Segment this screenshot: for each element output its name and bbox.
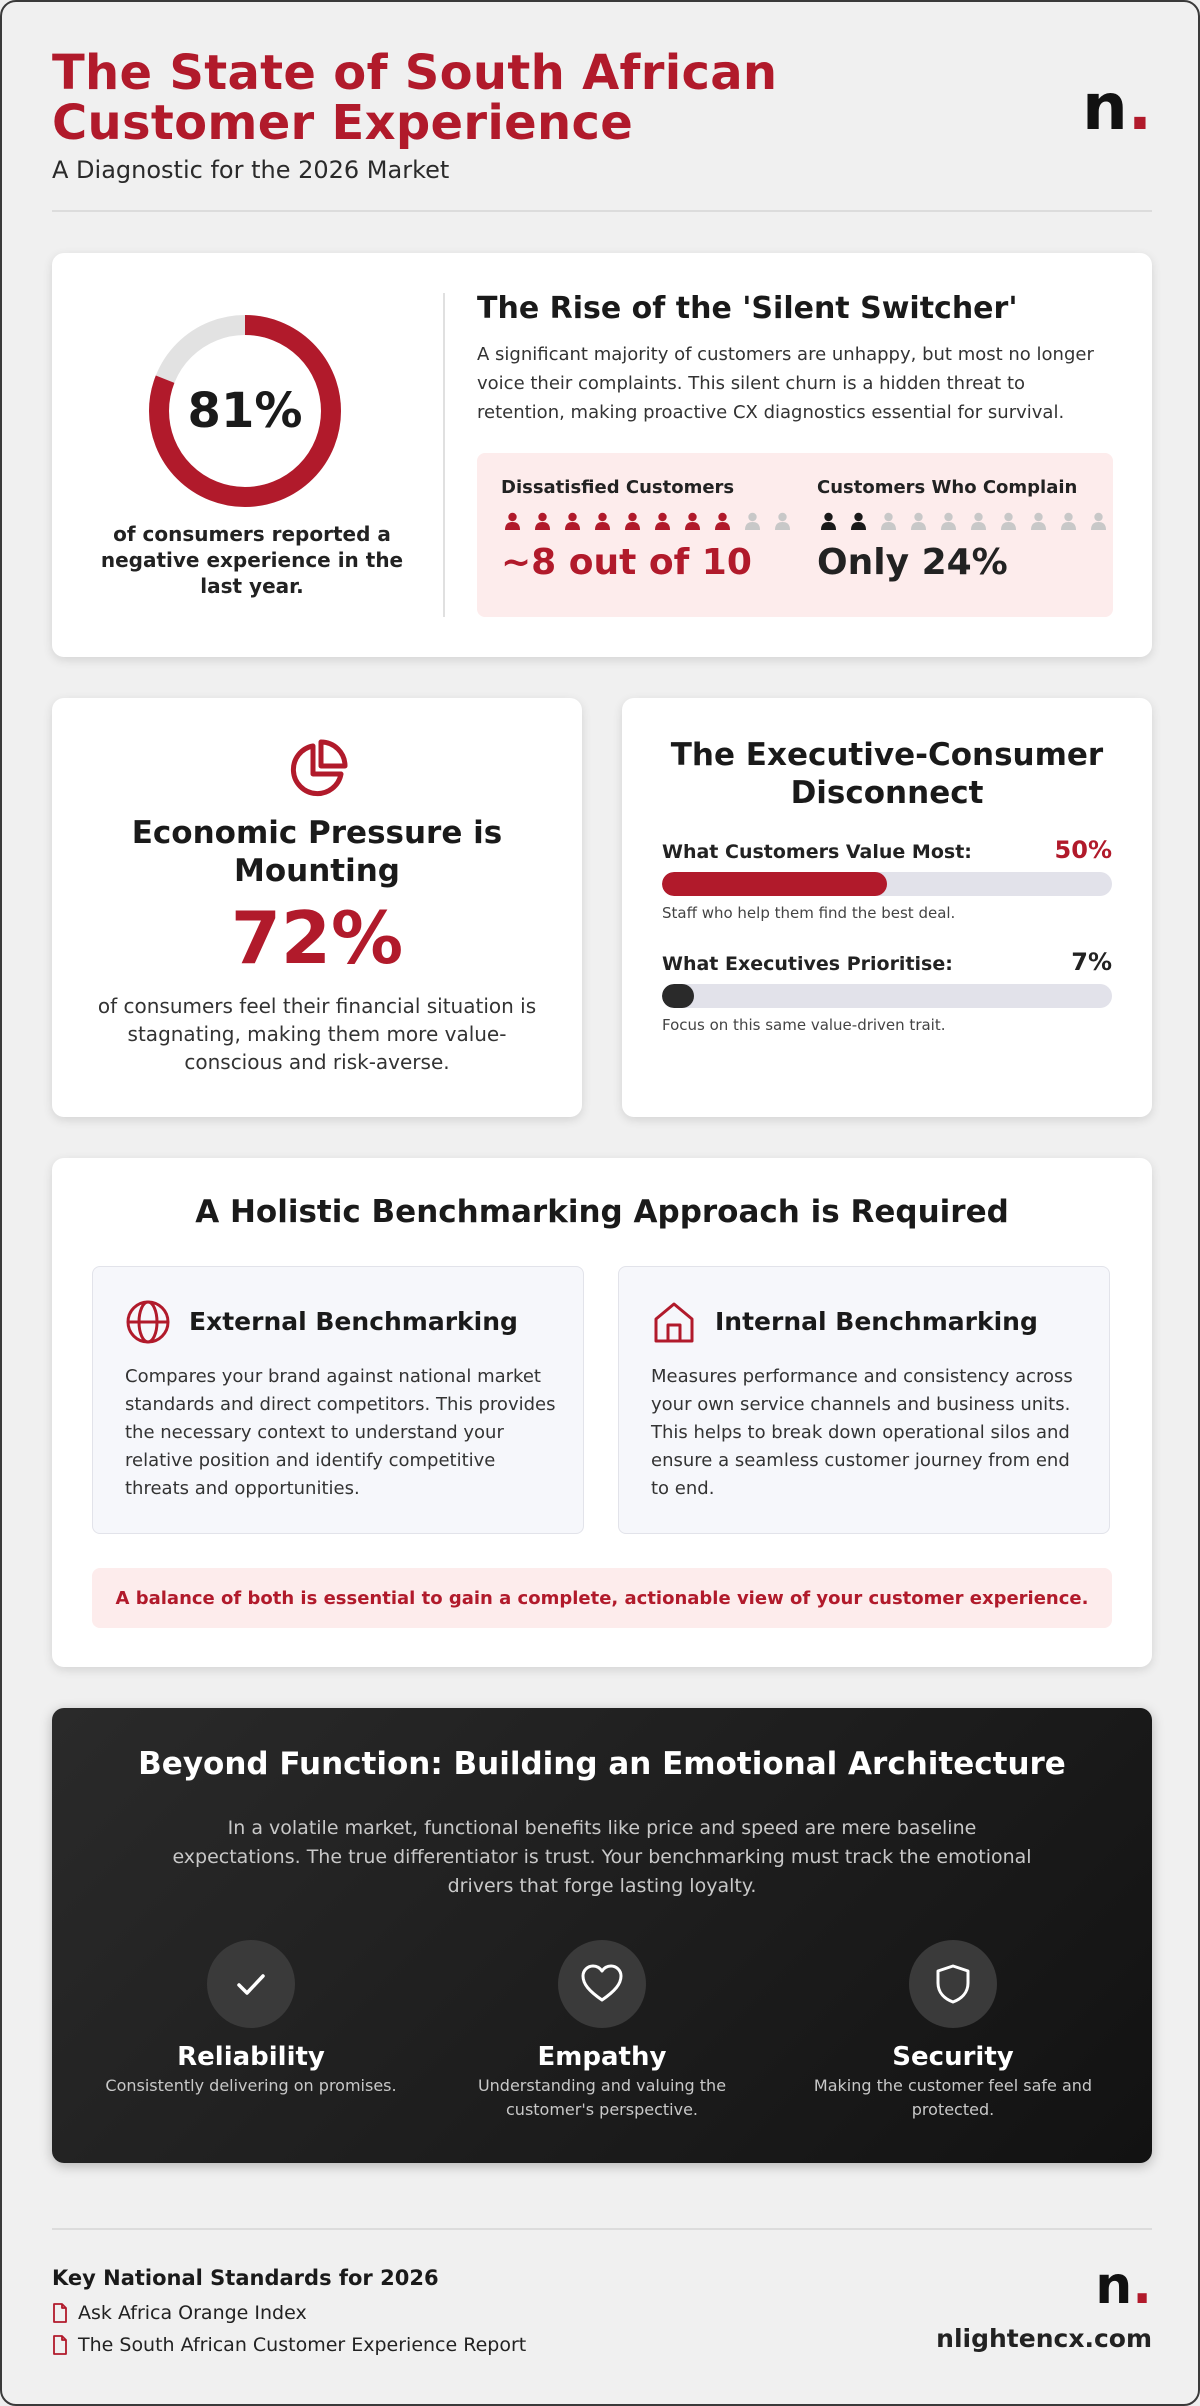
footer-item	[52, 2334, 526, 2356]
pillar-icon-circle	[558, 1940, 646, 2028]
house-icon	[651, 1299, 697, 1345]
pillar-text: Understanding and valuing the customer's perspective.	[477, 2076, 727, 2119]
footer-website: nlightencx.com	[936, 2324, 1152, 2353]
person-icon	[997, 512, 1020, 532]
globe-icon	[125, 1299, 171, 1345]
person-icon	[847, 512, 870, 532]
negative-experience-stat	[92, 253, 412, 657]
economic-value: 72%	[230, 896, 404, 980]
person-icon	[531, 512, 554, 532]
dissatisfied-stat	[501, 477, 794, 583]
footer-logo	[1095, 2256, 1152, 2316]
internal-benchmarking-panel	[618, 1266, 1110, 1534]
footer-item	[52, 2302, 307, 2324]
bar-percent: 50%	[1054, 836, 1112, 864]
dissatisfied-label: Dissatisfied Customers	[501, 477, 735, 498]
disconnect-card	[622, 698, 1152, 1117]
person-icon	[1027, 512, 1050, 532]
balance-callout: A balance of both is essential to gain a complete, actionable view of your customer experience.	[92, 1568, 1112, 1628]
person-icon	[907, 512, 930, 532]
economic-pressure-card	[52, 698, 582, 1117]
person-icon	[651, 512, 674, 532]
page-subtitle: A Diagnostic for the 2026 Market	[52, 156, 450, 184]
executive-priority-bar	[662, 948, 1112, 1034]
check-icon	[231, 1964, 271, 2004]
bar-note: Staff who help them find the best deal.	[662, 904, 956, 922]
internal-title: Internal Benchmarking	[715, 1307, 1038, 1336]
person-icon	[877, 512, 900, 532]
bar-track	[662, 872, 1112, 896]
pillar-security	[803, 1940, 1103, 2122]
document-icon	[52, 2335, 68, 2355]
footer-title: Key National Standards for 2026	[52, 2266, 439, 2290]
pillar-text: Consistently delivering on promises.	[105, 2076, 397, 2095]
person-icon	[937, 512, 960, 532]
emotional-text: In a volatile market, functional benefits like price and speed are mere baseline expectations. The true differentiator is trust. Your benchmarking must track the emotional drivers that forge lasting loyalty.	[172, 1817, 1032, 1897]
external-title: External Benchmarking	[189, 1307, 518, 1336]
logo-letter: n	[1095, 2256, 1133, 2316]
person-icon	[1057, 512, 1080, 532]
pillar-empathy	[452, 1940, 752, 2122]
document-icon	[52, 2303, 68, 2323]
benchmarking-title: A Holistic Benchmarking Approach is Required	[195, 1194, 1009, 1230]
benchmarking-card	[52, 1158, 1152, 1667]
page-footer	[52, 2228, 1152, 2378]
pie-chart-icon	[285, 738, 349, 802]
page-title: The State of South African Customer Experience	[52, 45, 778, 151]
logo-letter: n	[1082, 71, 1128, 145]
economic-text: of consumers feel their financial situation is stagnating, making them more value-conscious and risk-averse.	[97, 994, 537, 1074]
external-text: Compares your brand against national market standards and direct competitors. This provides the necessary context to understand your relative position and identify competitive threats and opportunities.	[125, 1366, 556, 1499]
bar-label: What Customers Value Most:	[662, 841, 972, 863]
dissatisfied-people-row	[501, 512, 794, 532]
person-icon	[591, 512, 614, 532]
footer-item-label: Ask Africa Orange Index	[78, 2302, 307, 2324]
brand-logo	[1082, 71, 1152, 145]
logo-dot: .	[1132, 2256, 1152, 2316]
complain-people-row	[817, 512, 1110, 532]
silent-switcher-card	[52, 253, 1152, 657]
bar-percent: 7%	[1071, 948, 1112, 976]
pillar-title: Empathy	[537, 2042, 667, 2072]
emotional-architecture-card	[52, 1708, 1152, 2163]
emotional-title: Beyond Function: Building an Emotional Architecture	[138, 1746, 1066, 1782]
disconnect-title: The Executive-Consumer Disconnect	[670, 737, 1104, 811]
bar-track	[662, 984, 1112, 1008]
internal-text: Measures performance and consistency across your own service channels and business units. This helps to break down operational silos and ensure a seamless customer journey from end to end.	[651, 1366, 1073, 1499]
silent-switcher-copy	[477, 291, 1117, 427]
logo-dot: .	[1127, 71, 1152, 145]
complain-value: Only 24%	[817, 542, 1008, 583]
external-benchmarking-panel	[92, 1266, 584, 1534]
footer-item-label: The South African Customer Experience Report	[78, 2334, 527, 2356]
dissatisfied-value: ~8 out of 10	[501, 542, 752, 583]
person-icon	[501, 512, 524, 532]
person-icon	[621, 512, 644, 532]
complaint-stats-box	[477, 453, 1113, 617]
economic-title: Economic Pressure is Mounting	[131, 815, 503, 889]
heart-icon	[579, 1961, 625, 2007]
person-icon	[681, 512, 704, 532]
silent-switcher-text: A significant majority of customers are unhappy, but most no longer voice their complaints. This silent churn is a hidden threat to retention, making proactive CX diagnostics essential for survival.	[477, 344, 1094, 423]
pillar-reliability	[101, 1940, 401, 2098]
person-icon	[771, 512, 794, 532]
complain-stat	[817, 477, 1110, 583]
bar-fill	[662, 872, 887, 896]
person-icon	[741, 512, 764, 532]
pillar-title: Reliability	[177, 2042, 325, 2072]
person-icon	[711, 512, 734, 532]
pillar-icon-circle	[909, 1940, 997, 2028]
person-icon	[967, 512, 990, 532]
person-icon	[817, 512, 840, 532]
vertical-divider	[443, 293, 445, 617]
bar-note: Focus on this same value-driven trait.	[662, 1016, 946, 1034]
donut-caption: of consumers reported a negative experience in the last year.	[100, 522, 404, 598]
bar-label: What Executives Prioritise:	[662, 953, 953, 975]
shield-icon	[933, 1962, 973, 2006]
pillar-title: Security	[892, 2042, 1014, 2072]
donut-value: 81%	[187, 383, 303, 439]
silent-switcher-title: The Rise of the 'Silent Switcher'	[477, 291, 1018, 326]
bar-fill	[662, 984, 694, 1008]
person-icon	[1087, 512, 1110, 532]
customer-value-bar	[662, 836, 1112, 922]
pillar-icon-circle	[207, 1940, 295, 2028]
page-header	[52, 45, 1152, 212]
pillar-text: Making the customer feel safe and protected.	[813, 2076, 1093, 2119]
person-icon	[561, 512, 584, 532]
complain-label: Customers Who Complain	[817, 477, 1078, 498]
